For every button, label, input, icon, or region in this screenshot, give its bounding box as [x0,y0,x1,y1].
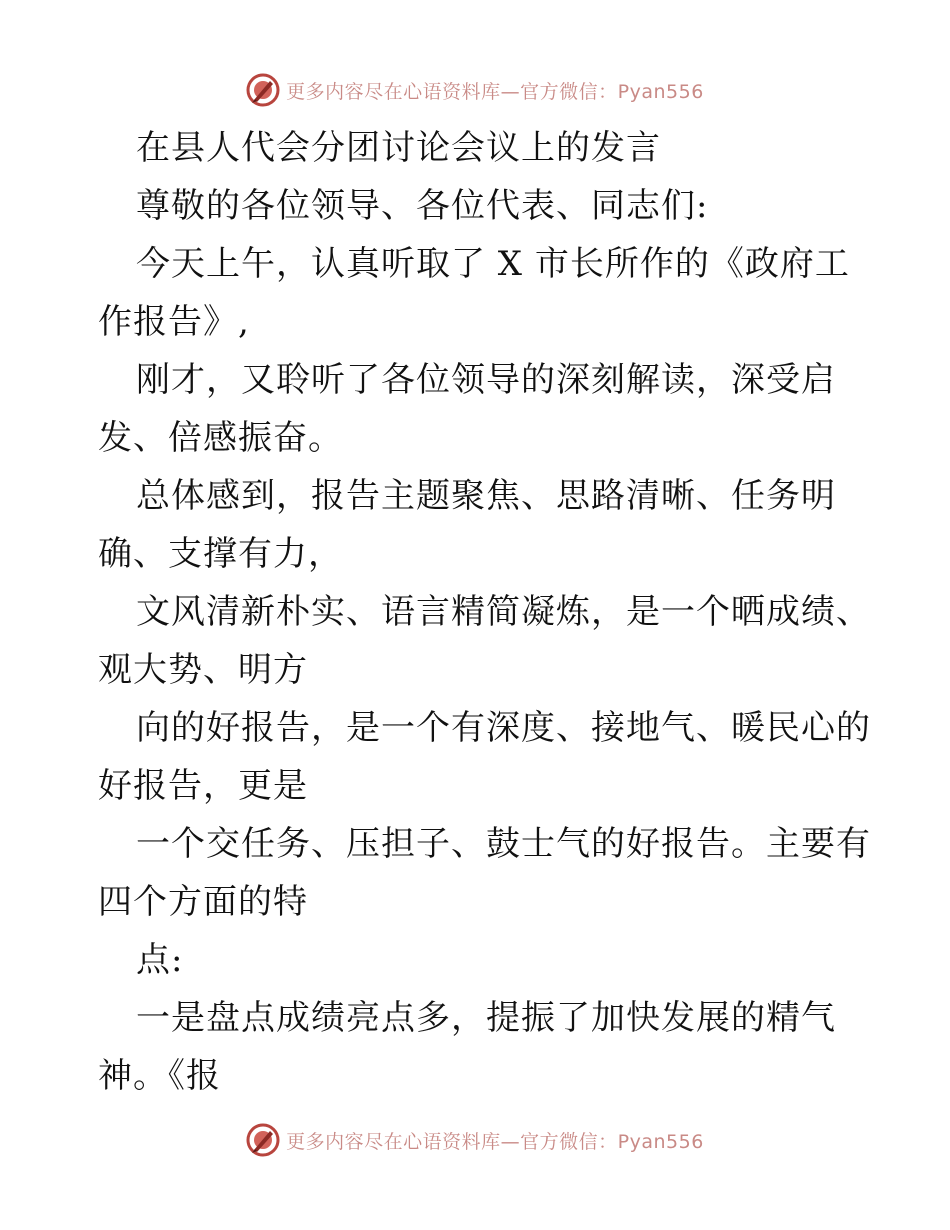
text-line: 向的好报告，是一个有深度、接地气、暖民心的 [136,708,871,748]
watermark-bottom [0,1120,950,1160]
text-line: 一是盘点成绩亮点多，提振了加快发展的精气 [136,998,836,1038]
text-line: 总体感到，报告主题聚焦、思路清晰、任务明 [136,476,836,516]
text-line: 四个方面的特 [98,882,308,922]
text-line: 文风清新朴实、语言精简凝炼，是一个晒成绩、 [136,592,871,632]
text-line: 尊敬的各位领导、各位代表、同志们: [136,186,709,226]
watermark-text: 更多内容尽在心语资料库—官方微信：Pyan556 [286,1130,704,1153]
text-line: 确、支撑有力， [98,534,343,574]
document-title: 在县人代会分团讨论会议上的发言 [136,128,661,168]
pen-logo-icon [246,73,280,107]
text-line: 刚才，又聆听了各位领导的深刻解读，深受启 [136,360,836,400]
text-line: 今天上午，认真听取了 X 市长所作的《政府工 [136,244,850,284]
text-line: 神。《报 [98,1056,221,1096]
text-line: 点: [136,940,184,980]
text-line: 好报告，更是 [98,766,308,806]
text-line: 一个交任务、压担子、鼓士气的好报告。主要有 [136,824,871,864]
watermark-top [0,70,950,110]
text-line: 发、倍感振奋。 [98,418,343,458]
pen-logo-icon [246,1123,280,1157]
text-line: 作报告》, [98,302,250,342]
watermark-text: 更多内容尽在心语资料库—官方微信：Pyan556 [286,80,704,103]
text-line: 观大势、明方 [98,650,308,690]
